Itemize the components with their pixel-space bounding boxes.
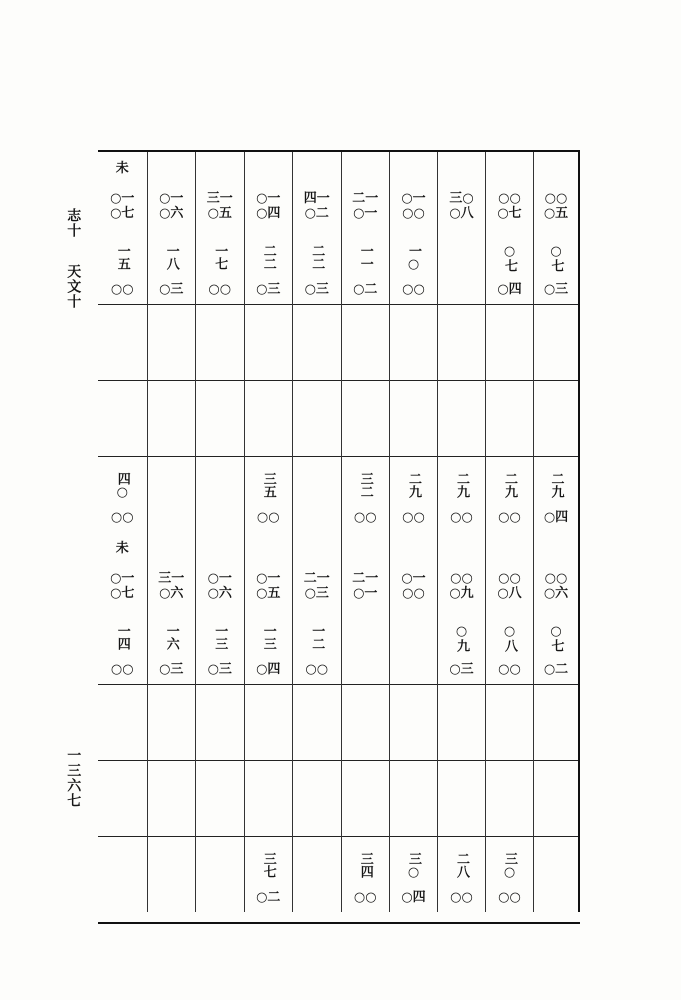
cell-lower-text: 三一 ○六	[158, 571, 185, 601]
cell-lower-text: ○○ ○七	[497, 191, 522, 221]
table-cell	[245, 228, 294, 304]
table-cell	[438, 532, 486, 608]
cell-lower-text: ○○	[353, 890, 377, 905]
astronomical-table	[98, 150, 580, 924]
table-cell	[196, 532, 245, 608]
cell-upper-text: 未	[115, 161, 129, 176]
table-cell	[196, 456, 245, 532]
cell-lower-text: ○四	[497, 282, 522, 297]
table-cell	[245, 684, 294, 760]
cell-upper-text: 三七	[260, 852, 276, 878]
cell-lower-text: ○三	[543, 282, 569, 297]
table-cell	[293, 608, 342, 684]
cell-lower-text: ○三	[304, 282, 329, 297]
table-cell	[390, 836, 438, 912]
cell-lower-text: ○○	[450, 890, 473, 905]
table-cell	[148, 836, 197, 912]
table-cell	[196, 152, 245, 228]
table-cell	[196, 608, 245, 684]
table-cell	[438, 684, 486, 760]
table-cell	[148, 760, 197, 836]
cell-lower-text: ○○	[110, 510, 134, 525]
cell-upper-text: 三二	[357, 472, 373, 498]
table-cell	[98, 836, 148, 912]
table-cell	[196, 836, 245, 912]
table-cell	[486, 532, 534, 608]
cell-lower-text: ○○	[110, 662, 134, 677]
table-row	[98, 532, 580, 608]
table-cell	[148, 228, 197, 304]
margin-header-tianwen: 天文十	[65, 264, 82, 309]
table-cell	[245, 836, 294, 912]
cell-upper-text: 三○	[406, 852, 421, 880]
table-cell	[390, 684, 438, 760]
table-cell	[293, 152, 342, 228]
table-cell	[534, 684, 580, 760]
table-cell	[148, 152, 197, 228]
cell-upper-text: ○七	[502, 244, 517, 272]
cell-upper-text: 二八	[454, 852, 469, 878]
cell-upper-text: 一五	[114, 244, 130, 270]
cell-lower-text: 三一 ○五	[206, 191, 233, 221]
table-cell	[148, 608, 197, 684]
cell-upper-text: ○九	[454, 624, 469, 652]
table-cell	[390, 304, 438, 380]
table-cell	[390, 532, 438, 608]
cell-lower-text: 二一 ○一	[352, 571, 379, 601]
table-cell	[342, 608, 391, 684]
table-cell	[293, 456, 342, 532]
cell-lower-text: ○○ ○九	[449, 571, 474, 601]
table-cell	[245, 608, 294, 684]
cell-lower-text: ○一 ○○	[401, 571, 426, 601]
table-row	[98, 228, 580, 305]
cell-lower-text: ○三	[207, 662, 232, 677]
cell-upper-text: ○八	[502, 624, 517, 652]
table-cell	[196, 760, 245, 836]
cell-lower-text: ○一 ○五	[256, 571, 281, 601]
table-cell	[98, 380, 148, 456]
table-cell	[245, 456, 294, 532]
table-cell	[98, 608, 148, 684]
cell-lower-text: ○○	[402, 510, 425, 525]
table-cell	[196, 380, 245, 456]
cell-upper-text: 一三	[260, 624, 276, 650]
table-cell	[148, 684, 197, 760]
cell-lower-text: ○○	[208, 282, 232, 297]
cell-upper-text: 二二	[309, 244, 325, 270]
table-cell	[342, 532, 391, 608]
cell-lower-text: ○三	[256, 282, 281, 297]
page-number: 一三六七	[65, 748, 82, 808]
table-cell	[293, 380, 342, 456]
cell-upper-text: 三○	[502, 852, 517, 880]
table-cell	[438, 380, 486, 456]
cell-lower-text: ○一 ○七	[110, 571, 135, 601]
table-cell	[342, 836, 391, 912]
cell-lower-text: 四一 ○二	[303, 191, 330, 221]
table-cell	[438, 304, 486, 380]
table-cell	[486, 304, 534, 380]
cell-upper-text: 一七	[212, 244, 228, 270]
cell-upper-text: 三五	[260, 472, 276, 498]
cell-upper-text: 二九	[548, 472, 564, 498]
table-cell	[342, 684, 391, 760]
cell-lower-text: 三○ ○八	[449, 191, 474, 221]
cell-upper-text: 未	[115, 541, 129, 556]
table-cell	[293, 228, 342, 304]
cell-lower-text: ○○ ○八	[497, 571, 522, 601]
table-row	[98, 456, 580, 532]
cell-lower-text: ○一 ○六	[159, 191, 184, 221]
table-cell	[486, 380, 534, 456]
table-cell	[534, 608, 580, 684]
table-cell	[293, 532, 342, 608]
table-cell	[534, 836, 580, 912]
table-cell	[486, 456, 534, 532]
table-cell	[534, 380, 580, 456]
table-cell	[534, 152, 580, 228]
table-cell	[342, 152, 391, 228]
table-cell	[390, 760, 438, 836]
cell-upper-text: 一二	[309, 624, 325, 650]
table-row	[98, 684, 580, 761]
table-cell	[390, 608, 438, 684]
cell-lower-text: ○三	[159, 662, 184, 677]
table-cell	[196, 228, 245, 304]
table-cell	[534, 304, 580, 380]
table-cell	[534, 760, 580, 836]
cell-upper-text: 二二	[260, 244, 276, 270]
cell-lower-text: ○一 ○○	[401, 191, 426, 221]
table-cell	[486, 228, 534, 304]
table-cell	[342, 380, 391, 456]
table-cell	[438, 152, 486, 228]
cell-lower-text: ○○	[498, 662, 521, 677]
cell-lower-text: 二一 ○三	[303, 571, 330, 601]
cell-upper-text: ○七	[548, 624, 564, 652]
cell-lower-text: ○二	[353, 282, 378, 297]
cell-lower-text: ○三	[449, 662, 474, 677]
cell-lower-text: ○○	[498, 510, 521, 525]
table-cell	[148, 532, 197, 608]
cell-upper-text: 二九	[502, 472, 517, 498]
table-row	[98, 760, 580, 837]
table-cell	[534, 228, 580, 304]
cell-upper-text: 四○	[114, 472, 130, 500]
table-cell	[293, 304, 342, 380]
table-cell	[342, 760, 391, 836]
table-cell	[438, 456, 486, 532]
table-cell	[390, 228, 438, 304]
table-cell	[438, 836, 486, 912]
table-cell	[98, 760, 148, 836]
table-cell	[342, 304, 391, 380]
table-cell	[245, 760, 294, 836]
table-row	[98, 152, 580, 228]
cell-lower-text: ○三	[159, 282, 184, 297]
table-cell	[390, 152, 438, 228]
cell-lower-text: ○○	[353, 510, 377, 525]
cell-lower-text: ○四	[401, 890, 426, 905]
cell-lower-text: ○一 ○六	[207, 571, 232, 601]
table-cell	[534, 532, 580, 608]
table-cell	[438, 760, 486, 836]
cell-lower-text: ○二	[256, 890, 281, 905]
table-cell	[438, 608, 486, 684]
cell-upper-text: 二九	[454, 472, 469, 498]
cell-lower-text: ○○	[450, 510, 473, 525]
table-cell	[293, 836, 342, 912]
table-cell	[486, 152, 534, 228]
table-cell	[148, 380, 197, 456]
table-cell	[196, 684, 245, 760]
cell-lower-text: ○四	[256, 662, 281, 677]
table-cell	[438, 228, 486, 304]
table-cell	[98, 684, 148, 760]
table-row	[98, 380, 580, 457]
cell-upper-text: 一三	[212, 624, 228, 650]
cell-lower-text: 二一 ○一	[352, 191, 379, 221]
cell-upper-text: 三四	[357, 852, 373, 878]
table-cell	[486, 608, 534, 684]
cell-upper-text: 一八	[163, 244, 179, 270]
cell-lower-text: ○○	[256, 510, 280, 525]
cell-lower-text: ○一 ○七	[110, 191, 135, 221]
margin-header-zhi: 志十	[65, 208, 82, 238]
table-cell	[245, 304, 294, 380]
cell-lower-text: ○○ ○六	[543, 571, 569, 601]
table-cell	[486, 836, 534, 912]
cell-lower-text: ○○	[110, 282, 134, 297]
cell-upper-text: 一四	[114, 624, 130, 650]
cell-lower-text: ○○	[498, 890, 521, 905]
table-row	[98, 836, 580, 912]
table-cell	[196, 304, 245, 380]
cell-lower-text: ○○	[305, 662, 329, 677]
table-cell	[293, 684, 342, 760]
table-row	[98, 608, 580, 685]
table-cell	[293, 760, 342, 836]
table-cell	[390, 380, 438, 456]
cell-upper-text: ○七	[548, 244, 564, 272]
cell-upper-text: 二九	[406, 472, 421, 498]
cell-lower-text: ○一 ○四	[256, 191, 281, 221]
cell-lower-text: ○二	[543, 662, 569, 677]
cell-lower-text: ○四	[543, 510, 569, 525]
table-cell	[98, 228, 148, 304]
table-cell	[342, 456, 391, 532]
table-cell	[486, 684, 534, 760]
table-cell	[98, 304, 148, 380]
cell-upper-text: 一六	[163, 624, 179, 650]
table-cell	[148, 456, 197, 532]
table-cell	[148, 304, 197, 380]
cell-upper-text: 一一	[357, 244, 373, 270]
table-row	[98, 304, 580, 381]
table-cell	[486, 760, 534, 836]
table-cell	[245, 152, 294, 228]
table-cell	[245, 532, 294, 608]
cell-lower-text: ○○	[402, 282, 425, 297]
cell-lower-text: ○○ ○五	[543, 191, 569, 221]
table-cell	[534, 456, 580, 532]
table-cell	[98, 152, 148, 228]
table-cell	[342, 228, 391, 304]
table-cell	[98, 456, 148, 532]
table-cell	[390, 456, 438, 532]
cell-upper-text: 一○	[406, 244, 421, 272]
table-cell	[245, 380, 294, 456]
table-cell	[98, 532, 148, 608]
